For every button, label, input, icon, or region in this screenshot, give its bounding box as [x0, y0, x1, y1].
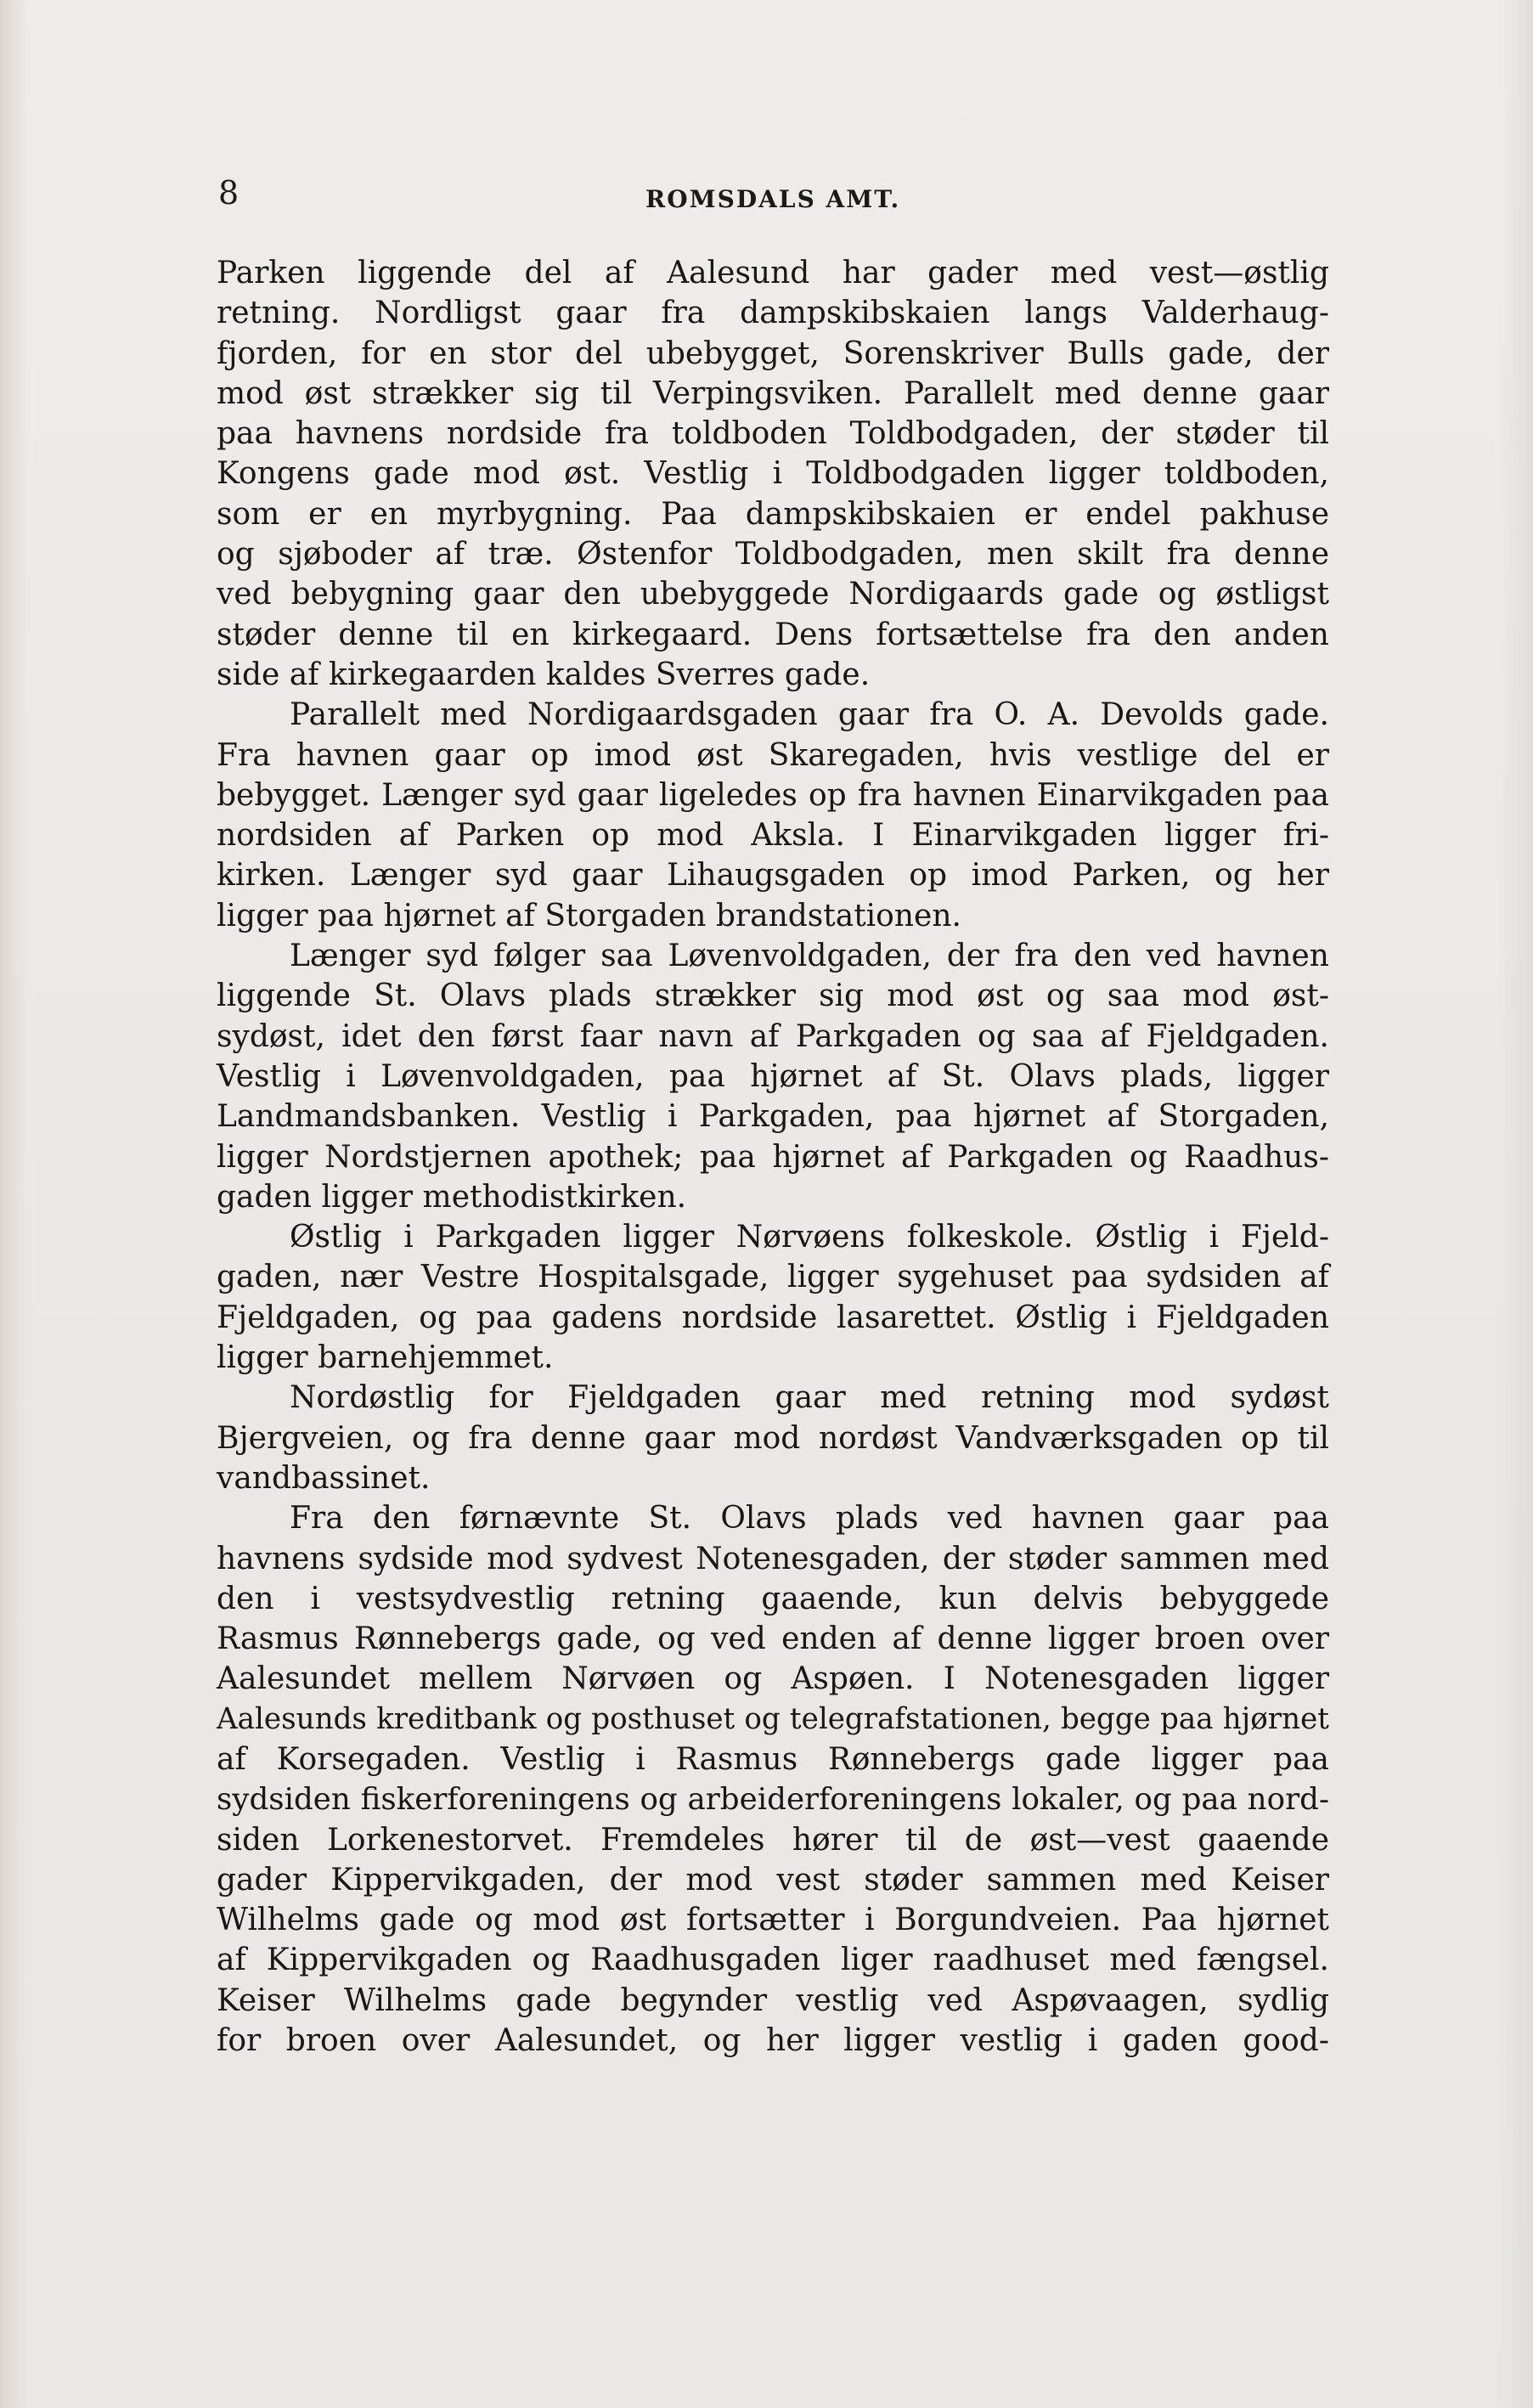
text-line: ved bebygning gaar den ubebyggede Nordigaards gade og østligst: [217, 577, 1329, 612]
text-line: Aalesunds kreditbank og posthuset og telegrafstationen, begge paa hjørnet: [217, 1701, 1329, 1736]
text-line: ligger barnehjemmet.: [217, 1340, 554, 1376]
body-text: [217, 253, 1329, 2061]
text-line: sydsiden fiskerforeningens og arbeiderforeningens lokaler, og paa nord-: [217, 1782, 1329, 1818]
text-line: liggende St. Olavs plads strækker sig mod øst og saa mod øst-: [217, 978, 1329, 1014]
text-line: og sjøboder af træ. Østenfor Toldbodgaden, men skilt fra denne: [217, 537, 1329, 572]
text-line: Fra den førnævnte St. Olavs plads ved havnen gaar paa: [290, 1501, 1329, 1537]
text-line: gaden ligger methodistkirken.: [217, 1179, 687, 1215]
text-line: paa havnens nordside fra toldboden Toldbodgaden, der støder til: [217, 416, 1329, 452]
text-line: Parallelt med Nordigaardsgaden gaar fra O. A. Devolds gade.: [290, 697, 1329, 733]
text-line: havnens sydside mod sydvest Notenesgaden, der støder sammen med: [217, 1541, 1329, 1576]
page-number: 8: [218, 174, 240, 211]
running-head: ROMSDALS AMT.: [645, 185, 901, 213]
text-line: Parken liggende del af Aalesund har gader med vest—østlig: [217, 256, 1329, 290]
text-line: fjorden, for en stor del ubebygget, Sorenskriver Bulls gade, der: [217, 336, 1329, 371]
text-line: af Kippervikgaden og Raadhusgaden liger raadhuset med fængsel.: [217, 1943, 1329, 1978]
text-line: siden Lorkenestorvet. Fremdeles hører til de øst—vest gaaende: [217, 1822, 1329, 1858]
text-line: sydøst, idet den først faar navn af Parkgaden og saa af Fjeldgaden.: [217, 1018, 1329, 1054]
text-line: ligger paa hjørnet af Storgaden brandstationen.: [217, 898, 961, 933]
text-line: Wilhelms gade og mod øst fortsætter i Borgundveien. Paa hjørnet: [217, 1903, 1329, 1938]
text-line: kirken. Længer syd gaar Lihaugsgaden op imod Parken, og her: [217, 858, 1329, 894]
text-line: Landmandsbanken. Vestlig i Parkgaden, paa hjørnet af Storgaden,: [217, 1099, 1329, 1135]
text-line: Vestlig i Løvenvoldgaden, paa hjørnet af St. Olavs plads, ligger: [217, 1058, 1329, 1094]
text-line: gader Kippervikgaden, der mod vest støder sammen med Keiser: [217, 1862, 1329, 1898]
text-line: Længer syd følger saa Løvenvoldgaden, der fra den ved havnen: [290, 939, 1329, 974]
text-line: side af kirkegaarden kaldes Sverres gade.: [217, 657, 871, 692]
text-line: som er en myrbygning. Paa dampskibskaien er endel pakhuse: [217, 496, 1329, 532]
text-line: Bjergveien, og fra denne gaar mod nordøst Vandværksgaden op til: [217, 1420, 1329, 1456]
text-line: vandbassinet.: [217, 1460, 431, 1496]
text-line: bebygget. Længer syd gaar ligeledes op fra havnen Einarvikgaden paa: [217, 777, 1329, 813]
text-line: Fra havnen gaar op imod øst Skaregaden, hvis vestlige del er: [217, 737, 1329, 773]
text-line: Fjeldgaden, og paa gadens nordside lasarettet. Østlig i Fjeldgaden: [217, 1300, 1329, 1335]
text-line: retning. Nordligst gaar fra dampskibskaien langs Valderhaug-: [217, 296, 1329, 331]
text-line: Østlig i Parkgaden ligger Nørvøens folkeskole. Østlig i Fjeld-: [290, 1220, 1329, 1255]
text-line: støder denne til en kirkegaard. Dens fortsættelse fra den anden: [217, 617, 1329, 652]
text-line: nordsiden af Parken op mod Aksla. I Einarvikgaden ligger fri-: [217, 818, 1329, 854]
text-line: Nordøstlig for Fjeldgaden gaar med retning mod sydøst: [290, 1380, 1329, 1416]
text-line: ligger Nordstjernen apothek; paa hjørnet af Parkgaden og Raadhus-: [217, 1139, 1329, 1175]
text-line: Aalesundet mellem Nørvøen og Aspøen. I Notenesgaden ligger: [217, 1661, 1329, 1697]
text-line: Keiser Wilhelms gade begynder vestlig ved Aspøvaagen, sydlig: [217, 1982, 1329, 2018]
text-line: den i vestsydvestlig retning gaaende, kun delvis bebyggede: [217, 1581, 1329, 1616]
text-line: gaden, nær Vestre Hospitalsgade, ligger sygehuset paa sydsiden af: [217, 1260, 1329, 1295]
text-line: for broen over Aalesundet, og her ligger vestlig i gaden good-: [217, 2023, 1329, 2059]
text-line: Rasmus Rønnebergs gade, og ved enden af denne ligger broen over: [217, 1621, 1329, 1657]
text-line: mod øst strækker sig til Verpingsviken. Parallelt med denne gaar: [217, 375, 1329, 411]
text-line: Kongens gade mod øst. Vestlig i Toldbodgaden ligger toldboden,: [217, 456, 1329, 492]
text-line: af Korsegaden. Vestlig i Rasmus Rønnebergs gade ligger paa: [217, 1741, 1329, 1777]
page-header: [217, 172, 1329, 223]
